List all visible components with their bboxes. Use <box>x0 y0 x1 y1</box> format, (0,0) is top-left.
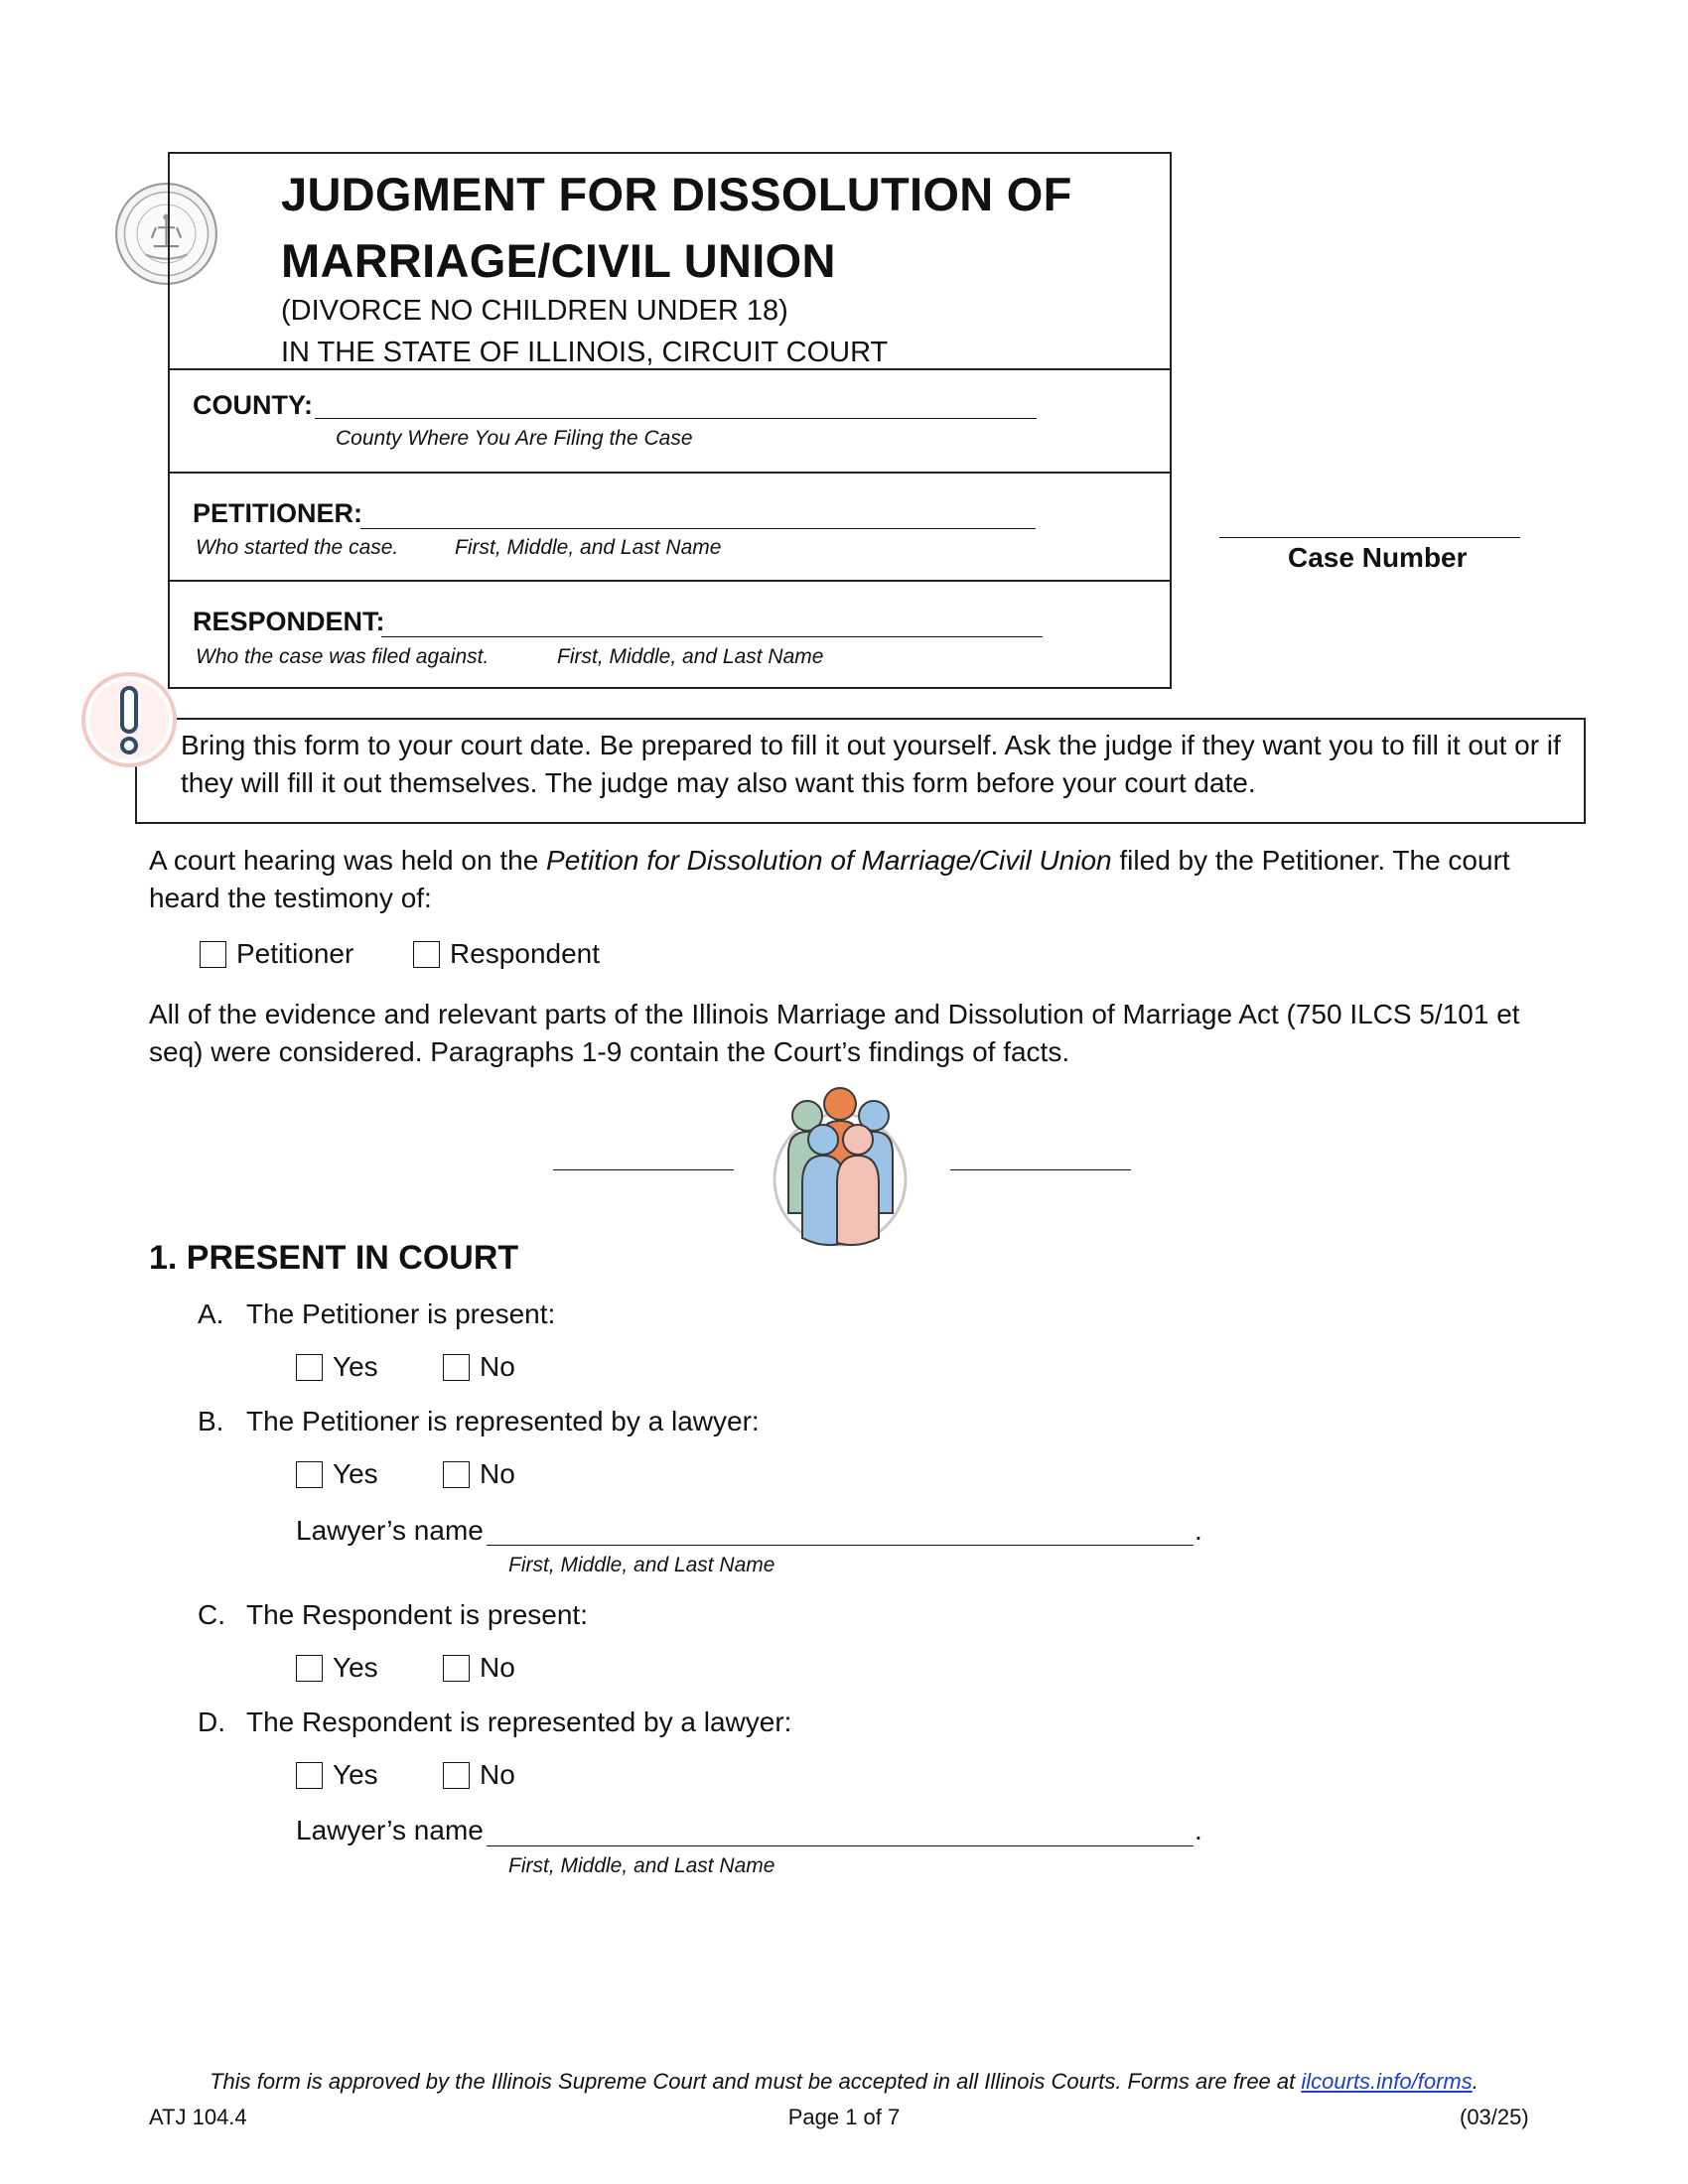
lawyer-name-hint: First, Middle, and Last Name <box>508 1854 775 1877</box>
county-hint: County Where You Are Filing the Case <box>336 427 693 450</box>
respondent-name-field[interactable] <box>381 636 1043 637</box>
no-label: No <box>480 1458 515 1489</box>
item-letter: C. <box>198 1599 225 1630</box>
lawyer-name-label: Lawyer’s name <box>296 1815 484 1845</box>
petitioner-present-yes-checkbox[interactable] <box>296 1354 323 1381</box>
item-petitioner-lawyer: The Petitioner is represented by a lawyer: <box>246 1406 760 1436</box>
item-letter: A. <box>198 1298 224 1329</box>
item-letter: B. <box>198 1406 224 1436</box>
divider <box>168 580 1172 582</box>
respondent-lawyer-name-field[interactable] <box>487 1845 1194 1846</box>
yes-label: Yes <box>333 1458 378 1489</box>
county-label: COUNTY: <box>193 390 313 420</box>
petitioner-hint-who: Who started the case. <box>196 536 399 559</box>
respondent-label: RESPONDENT: <box>193 607 385 636</box>
petitioner-present-no-checkbox[interactable] <box>443 1354 470 1381</box>
item-petitioner-present: The Petitioner is present: <box>246 1298 556 1329</box>
yes-label: Yes <box>333 1759 378 1790</box>
divider <box>168 368 1172 370</box>
no-label: No <box>480 1759 515 1790</box>
no-label: No <box>480 1652 515 1683</box>
revision-date: (03/25) <box>1460 2105 1529 2129</box>
petitioner-name-field[interactable] <box>360 528 1036 529</box>
yes-label: Yes <box>333 1652 378 1683</box>
county-field[interactable] <box>315 418 1037 419</box>
period: . <box>1195 1815 1202 1845</box>
respondent-present-yes-checkbox[interactable] <box>296 1655 323 1682</box>
petitioner-hint-name: First, Middle, and Last Name <box>455 536 722 559</box>
lawyer-name-hint: First, Middle, and Last Name <box>508 1554 775 1576</box>
case-number-field[interactable] <box>1219 537 1520 538</box>
form-code: ATJ 104.4 <box>149 2105 247 2129</box>
testimony-respondent-checkbox[interactable] <box>413 941 440 968</box>
testimony-respondent-label: Respondent <box>450 938 601 969</box>
case-number-label: Case Number <box>1288 542 1468 573</box>
section-heading-present-in-court: 1. PRESENT IN COURT <box>149 1239 519 1277</box>
no-label: No <box>480 1351 515 1382</box>
forms-link[interactable]: ilcourts.info/forms <box>1301 2069 1473 2094</box>
petitioner-lawyer-yes-checkbox[interactable] <box>296 1461 323 1488</box>
people-group-icon <box>769 1084 913 1251</box>
period: . <box>1195 1515 1202 1546</box>
item-letter: D. <box>198 1706 225 1737</box>
item-respondent-present: The Respondent is present: <box>246 1599 588 1630</box>
alert-exclamation-icon <box>79 670 179 769</box>
form-title: JUDGMENT FOR DISSOLUTION OF MARRIAGE/CIVIL UNION <box>281 168 1072 287</box>
respondent-lawyer-yes-checkbox[interactable] <box>296 1762 323 1789</box>
intro-paragraph: A court hearing was held on the Petition for Dissolution of Marriage/Civil Union filed by the Petitioner. The court heard the testimony of: <box>149 845 1510 913</box>
petitioner-lawyer-no-checkbox[interactable] <box>443 1461 470 1488</box>
page-number: Page 1 of 7 <box>787 2105 901 2129</box>
notice-text: Bring this form to your court date. Be prepared to fill it out yourself. Ask the judge if they want you to fill it out or if they will fill it out themselves. The judge may also want this form before your court date. <box>181 730 1561 798</box>
respondent-lawyer-no-checkbox[interactable] <box>443 1762 470 1789</box>
decorative-line-left <box>553 1169 734 1170</box>
footer-approval-text: This form is approved by the Illinois Supreme Court and must be accepted in all Illinois Courts. Forms are free at ilcourts.info/forms. <box>210 2069 1478 2094</box>
respondent-present-no-checkbox[interactable] <box>443 1655 470 1682</box>
respondent-hint-name: First, Middle, and Last Name <box>557 645 824 668</box>
yes-label: Yes <box>333 1351 378 1382</box>
evidence-paragraph: All of the evidence and relevant parts of the Illinois Marriage and Dissolution of Marriage Act (750 ILCS 5/101 et seq) were considered. Paragraphs 1-9 contain the Court’s findings of facts. <box>149 999 1520 1067</box>
testimony-petitioner-checkbox[interactable] <box>200 941 226 968</box>
divider <box>168 472 1172 474</box>
testimony-petitioner-label: Petitioner <box>236 938 354 969</box>
lawyer-name-label: Lawyer’s name <box>296 1515 484 1546</box>
form-subtitle: (DIVORCE NO CHILDREN UNDER 18) IN THE STATE OF ILLINOIS, CIRCUIT COURT <box>281 295 889 368</box>
petitioner-label: PETITIONER: <box>193 498 363 528</box>
decorative-line-right <box>950 1169 1131 1170</box>
petitioner-lawyer-name-field[interactable] <box>487 1545 1194 1546</box>
respondent-hint-who: Who the case was filed against. <box>196 645 490 668</box>
item-respondent-lawyer: The Respondent is represented by a lawyer: <box>246 1706 792 1737</box>
